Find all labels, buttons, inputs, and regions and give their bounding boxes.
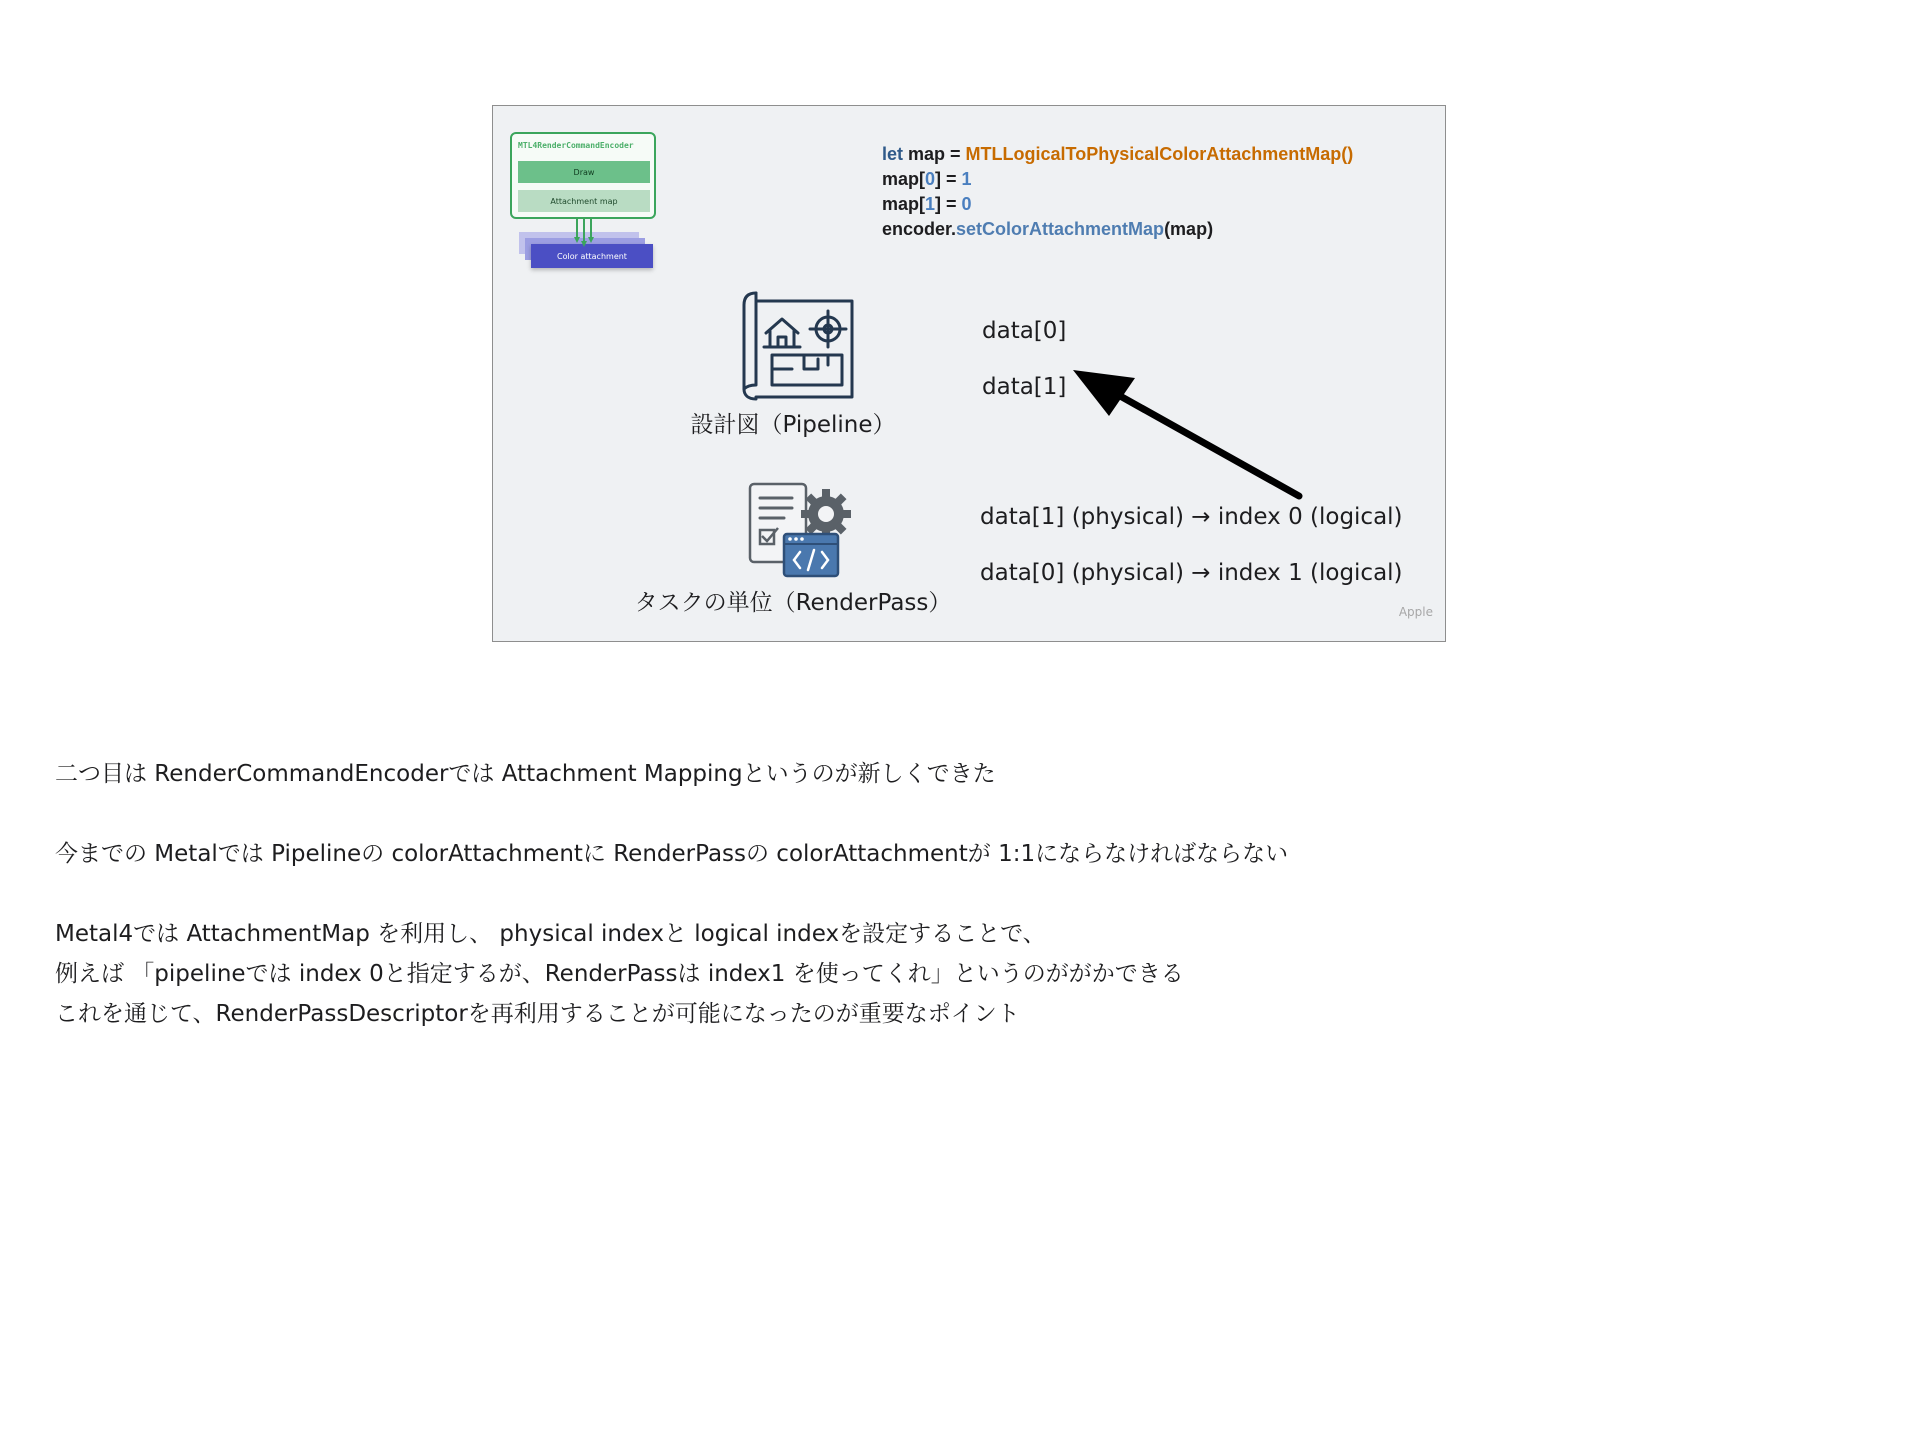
task-settings-icon	[748, 480, 852, 580]
mapping-line-2: data[0] (physical) → index 1 (logical)	[980, 560, 1403, 586]
notes-line-2: 今までの Metalでは Pipelineの colorAttachmentに RenderPassの colorAttachmentが 1:1にならなければならない	[55, 841, 1289, 867]
green-arrows-icon	[573, 219, 597, 247]
encoder-title: MTL4RenderCommandEncoder	[518, 141, 634, 150]
color-attachment-box: Color attachment	[531, 244, 653, 268]
data0-label: data[0]	[982, 318, 1067, 344]
speaker-notes	[55, 754, 1875, 1034]
notes-line-4: 例えば 「pipelineでは index 0と指定するが、RenderPassは index1 を使ってくれ」というのががかできる	[55, 961, 1184, 987]
arrow-icon	[1073, 364, 1313, 504]
data1-label: data[1]	[982, 374, 1067, 400]
slide-image	[492, 105, 1446, 642]
code-line-1: let map = MTLLogicalToPhysicalColorAttachmentMap()	[882, 144, 1354, 164]
code-block	[882, 142, 1353, 242]
renderpass-label: タスクの単位（RenderPass）	[634, 590, 952, 616]
notes-spacer	[55, 794, 1875, 834]
code-line-3: map[1] = 0	[882, 194, 972, 214]
code-line-4: encoder.setColorAttachmentMap(map)	[882, 219, 1214, 239]
pipeline-label: 設計図（Pipeline）	[690, 412, 896, 438]
image-credit: Apple	[1398, 605, 1433, 619]
encoder-diagram	[510, 132, 656, 219]
notes-line-3: Metal4では AttachmentMap を利用し、 physical indexと logical indexを設定することで、	[55, 921, 1046, 947]
code-line-2: map[0] = 1	[882, 169, 972, 189]
attachment-map-box: Attachment map	[518, 190, 650, 212]
draw-box: Draw	[518, 161, 650, 183]
notes-spacer	[55, 874, 1875, 914]
notes-line-1: 二つ目は RenderCommandEncoderでは Attachment Mappingというのが新しくできた	[55, 761, 996, 787]
blueprint-icon	[742, 289, 856, 401]
notes-line-5: これを通じて、RenderPassDescriptorを再利用することが可能になったのが重要なポイント	[55, 1001, 1020, 1027]
mapping-line-1: data[1] (physical) → index 0 (logical)	[980, 504, 1403, 530]
